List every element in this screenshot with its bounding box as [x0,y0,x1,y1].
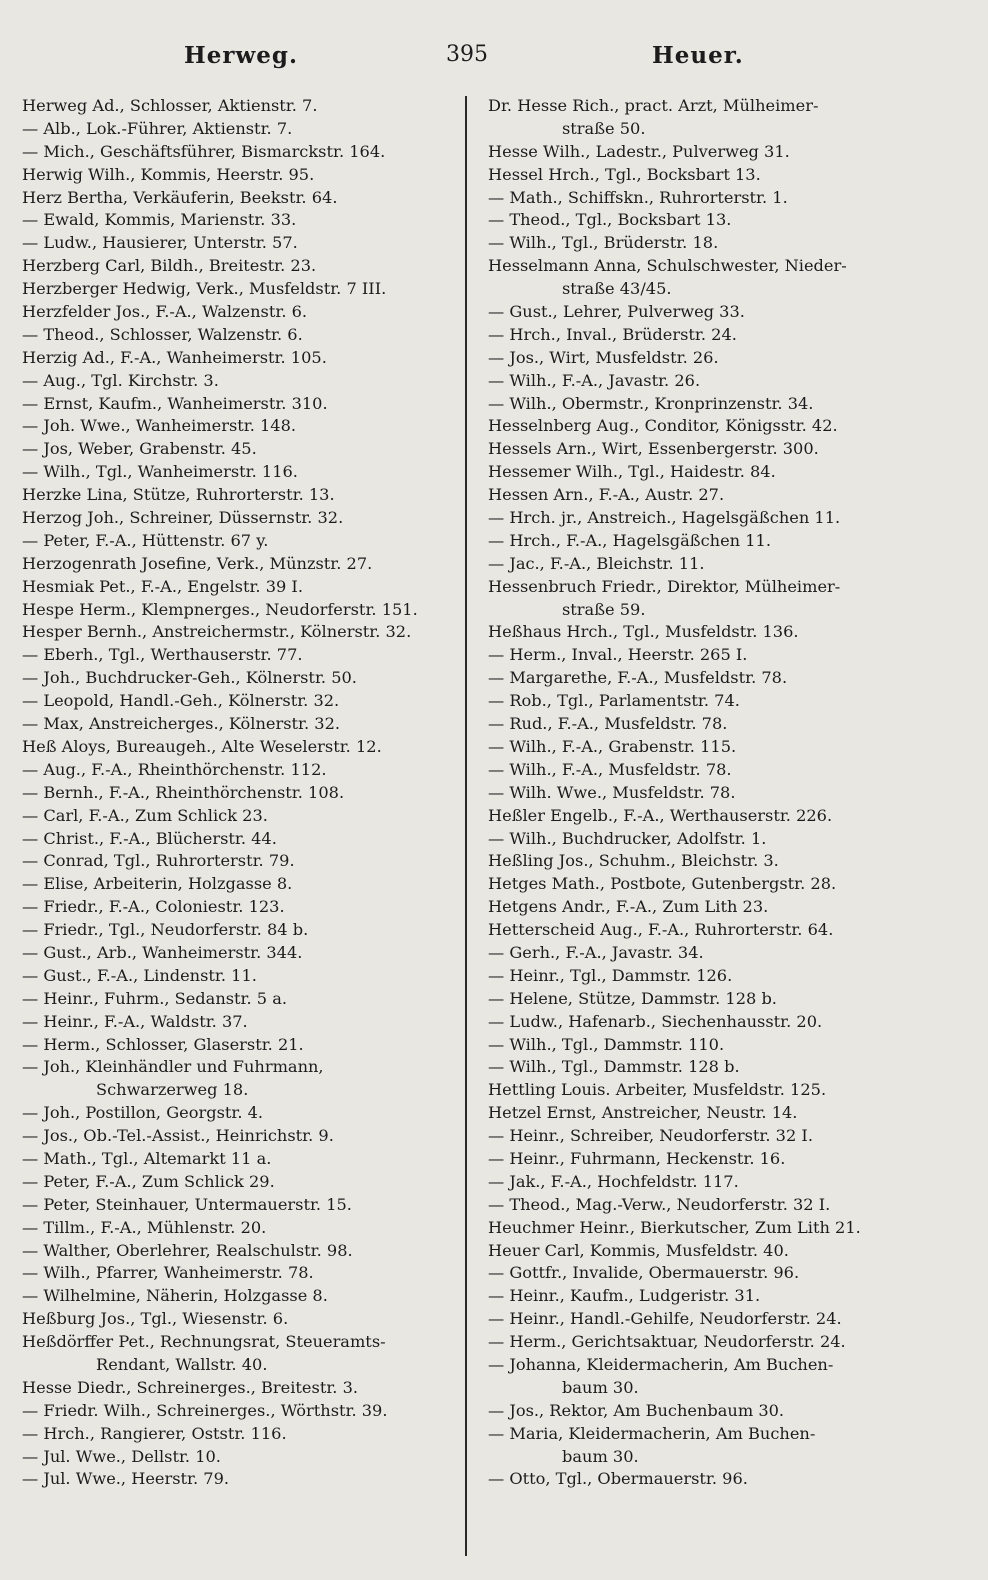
directory-entry: Dr. Hesse Rich., pract. Arzt, Mülheimer- [488,96,819,115]
directory-entry: — Tillm., F.-A., Mühlenstr. 20. [22,1217,267,1237]
directory-entry: — Jak., F.-A., Hochfeldstr. 117. [488,1171,739,1191]
directory-entry: — Joh., Postillon, Georgstr. 4. [22,1103,264,1123]
directory-entry: — Heinr., F.-A., Waldstr. 37. [22,1011,248,1031]
directory-entry: — Heinr., Fuhrm., Sedanstr. 5 a. [22,988,288,1008]
directory-entry-continuation: baum 30. [562,1377,639,1397]
directory-entry: — Gust., Lehrer, Pulverweg 33. [488,302,745,322]
directory-entry: — Theod., Tgl., Bocksbart 13. [488,210,732,230]
directory-entry: — Jul. Wwe., Dellstr. 10. [22,1446,221,1466]
directory-entry: — Jos., Wirt, Musfeldstr. 26. [488,347,719,367]
directory-entry: — Heinr., Handl.-Gehilfe, Neudorferstr. 24. [488,1309,842,1329]
directory-entry: — Peter, F.-A., Hüttenstr. 67 y. [22,530,269,550]
directory-entry: Herzig Ad., F.-A., Wanheimerstr. 105. [22,347,327,367]
directory-entry: — Wilh., F.-A., Musfeldstr. 78. [488,759,732,779]
directory-entry: — Aug., Tgl. Kirchstr. 3. [22,370,219,390]
directory-entry: — Wilh., F.-A., Javastr. 26. [488,370,701,390]
directory-entry: Heßburg Jos., Tgl., Wiesenstr. 6. [22,1309,289,1329]
directory-entry: — Gust., F.-A., Lindenstr. 11. [22,965,257,985]
directory-entry: Hesselmann Anna, Schulschwester, Nieder- [488,256,847,276]
directory-entry: — Christ., F.-A., Blücherstr. 44. [22,828,277,848]
directory-entry: — Wilh., Tgl., Brüderstr. 18. [488,233,719,253]
directory-entry: — Hrch., Rangierer, Oststr. 116. [22,1423,287,1443]
directory-entry: — Heinr., Kaufm., Ludgeristr. 31. [488,1286,761,1306]
directory-entry: — Peter, F.-A., Zum Schlick 29. [22,1171,275,1191]
directory-entry: — Rud., F.-A., Musfeldstr. 78. [488,714,728,734]
directory-entry-continuation: straße 59. [562,599,646,619]
directory-entry: — Ernst, Kaufm., Wanheimerstr. 310. [22,393,328,413]
directory-entry: — Heinr., Tgl., Dammstr. 126. [488,965,733,985]
directory-entry: — Wilh., Tgl., Dammstr. 128 b. [488,1057,740,1077]
directory-entry: Heßhaus Hrch., Tgl., Musfeldstr. 136. [488,622,799,642]
directory-entry: Hetges Math., Postbote, Gutenbergstr. 28. [488,874,837,894]
directory-entry: — Max, Anstreicherges., Kölnerstr. 32. [22,714,341,734]
directory-entry: — Aug., F.-A., Rheinthörchenstr. 112. [22,759,327,779]
directory-entry: — Heinr., Fuhrmann, Heckenstr. 16. [488,1148,786,1168]
directory-entry: — Helene, Stütze, Dammstr. 128 b. [488,988,777,1008]
directory-entry: — Elise, Arbeiterin, Holzgasse 8. [22,874,293,894]
directory-entry: Heßling Jos., Schuhm., Bleichstr. 3. [488,851,779,871]
directory-entry: — Leopold, Handl.-Geh., Kölnerstr. 32. [22,691,340,711]
directory-entry: — Hrch., F.-A., Hagelsgäßchen 11. [488,530,771,550]
directory-entry: — Margarethe, F.-A., Musfeldstr. 78. [488,668,788,688]
right-column [488,95,928,1491]
directory-entry: Herzberg Carl, Bildh., Breitestr. 23. [22,256,317,276]
directory-entry: — Wilh., Tgl., Wanheimerstr. 116. [22,462,298,482]
directory-entry: Herzog Joh., Schreiner, Düssernstr. 32. [22,508,344,528]
directory-entry: — Hrch. jr., Anstreich., Hagelsgäßchen 11. [488,508,841,528]
directory-entry: Hesselnberg Aug., Conditor, Königsstr. 42. [488,416,838,436]
directory-entry: — Wilh., Pfarrer, Wanheimerstr. 78. [22,1263,314,1283]
directory-entry: Heß Aloys, Bureaugeh., Alte Weselerstr. 12. [22,736,382,756]
directory-entry: — Peter, Steinhauer, Untermauerstr. 15. [22,1194,352,1214]
directory-entry: Hesmiak Pet., F.-A., Engelstr. 39 I. [22,576,303,596]
directory-entry: Hessel Hrch., Tgl., Bocksbart 13. [488,164,761,184]
page-number: 395 [446,42,488,67]
directory-entry: — Otto, Tgl., Obermauerstr. 96. [488,1469,748,1489]
directory-entry: — Herm., Inval., Heerstr. 265 I. [488,645,748,665]
directory-entry: — Theod., Schlosser, Walzenstr. 6. [22,324,303,344]
directory-entry-continuation: baum 30. [562,1446,639,1466]
directory-entry: Herweg Ad., Schlosser, Aktienstr. 7. [22,96,318,115]
directory-entry: Herwig Wilh., Kommis, Heerstr. 95. [22,164,315,184]
directory-entry: — Walther, Oberlehrer, Realschulstr. 98. [22,1240,353,1260]
directory-entry: — Joh., Kleinhändler und Fuhrmann, [22,1057,324,1077]
page-header [0,42,988,82]
directory-entry: Herzfelder Jos., F.-A., Walzenstr. 6. [22,302,308,322]
directory-entry: Heßler Engelb., F.-A., Werthauserstr. 226. [488,805,833,825]
directory-entry: — Wilh., F.-A., Grabenstr. 115. [488,736,737,756]
directory-entry: — Herm., Gerichtsaktuar, Neudorferstr. 24. [488,1332,846,1352]
left-column [22,95,462,1491]
directory-entry: Herzberger Hedwig, Verk., Musfeldstr. 7 III. [22,279,387,299]
directory-entry: — Jos., Ob.-Tel.-Assist., Heinrichstr. 9. [22,1126,334,1146]
directory-entry: — Wilh. Wwe., Musfeldstr. 78. [488,782,736,802]
directory-entry: — Mich., Geschäftsführer, Bismarckstr. 164. [22,141,386,161]
directory-entry: — Jul. Wwe., Heerstr. 79. [22,1469,230,1489]
directory-entry: Herzogenrath Josefine, Verk., Münzstr. 27. [22,553,373,573]
directory-entry-continuation: Rendant, Wallstr. 40. [96,1354,268,1374]
directory-entry: — Wilh., Obermstr., Kronprinzenstr. 34. [488,393,814,413]
directory-entry: — Alb., Lok.-Führer, Aktienstr. 7. [22,118,293,138]
directory-entry: — Joh., Buchdrucker-Geh., Kölnerstr. 50. [22,668,357,688]
directory-entry: — Math., Schiffskn., Ruhrorterstr. 1. [488,187,788,207]
directory-entry: — Heinr., Schreiber, Neudorferstr. 32 I. [488,1126,813,1146]
directory-entry: Hessemer Wilh., Tgl., Haidestr. 84. [488,462,776,482]
directory-entry: Hesse Diedr., Schreinerges., Breitestr. 3. [22,1377,359,1397]
directory-entry: Herz Bertha, Verkäuferin, Beekstr. 64. [22,187,338,207]
directory-entry: — Eberh., Tgl., Werthauserstr. 77. [22,645,303,665]
directory-entry: — Theod., Mag.-Verw., Neudorferstr. 32 I. [488,1194,831,1214]
directory-entry: Heßdörffer Pet., Rechnungsrat, Steueramts- [22,1332,386,1352]
directory-entry: — Carl, F.-A., Zum Schlick 23. [22,805,268,825]
directory-entry: — Friedr., F.-A., Coloniestr. 123. [22,897,285,917]
directory-entry: Hetzel Ernst, Anstreicher, Neustr. 14. [488,1103,798,1123]
directory-entry: Hetterscheid Aug., F.-A., Ruhrorterstr. 64. [488,920,834,940]
directory-entry: — Johanna, Kleidermacherin, Am Buchen- [488,1354,834,1374]
directory-entry: — Jac., F.-A., Bleichstr. 11. [488,553,705,573]
directory-entry: Hespe Herm., Klempnerges., Neudorferstr. 151. [22,599,418,619]
directory-entry: — Wilh., Tgl., Dammstr. 110. [488,1034,725,1054]
header-first-entry: Herweg. [184,42,299,69]
directory-entry: — Jos, Weber, Grabenstr. 45. [22,439,257,459]
header-last-entry: Heuer. [652,42,744,69]
directory-entry-continuation: Schwarzerweg 18. [96,1080,249,1100]
directory-entry: Hessen Arn., F.-A., Austr. 27. [488,485,725,505]
directory-entry: — Jos., Rektor, Am Buchenbaum 30. [488,1400,785,1420]
directory-entry: — Wilhelmine, Näherin, Holzgasse 8. [22,1286,328,1306]
directory-entry: Heuer Carl, Kommis, Musfeldstr. 40. [488,1240,789,1260]
directory-entry-continuation: straße 50. [562,118,646,138]
directory-entry: — Ludw., Hausierer, Unterstr. 57. [22,233,298,253]
directory-entry: — Bernh., F.-A., Rheinthörchenstr. 108. [22,782,345,802]
column-divider [465,96,467,1556]
directory-entry: — Ewald, Kommis, Marienstr. 33. [22,210,297,230]
directory-entry: — Gerh., F.-A., Javastr. 34. [488,942,704,962]
directory-entry-continuation: straße 43/45. [562,279,672,299]
directory-entry: Heuchmer Heinr., Bierkutscher, Zum Lith 21. [488,1217,861,1237]
directory-entry: — Rob., Tgl., Parlamentstr. 74. [488,691,740,711]
directory-entry: Hetgens Andr., F.-A., Zum Lith 23. [488,897,769,917]
directory-entry: — Gottfr., Invalide, Obermauerstr. 96. [488,1263,800,1283]
directory-entry: — Math., Tgl., Altemarkt 11 a. [22,1148,272,1168]
directory-entry: Hessenbruch Friedr., Direktor, Mülheimer- [488,576,841,596]
directory-entry: — Maria, Kleidermacherin, Am Buchen- [488,1423,816,1443]
directory-entry: — Friedr. Wilh., Schreinerges., Wörthstr. 39. [22,1400,388,1420]
directory-entry: — Joh. Wwe., Wanheimerstr. 148. [22,416,297,436]
directory-entry: — Conrad, Tgl., Ruhrorterstr. 79. [22,851,295,871]
directory-entry: Hesper Bernh., Anstreichermstr., Kölnerstr. 32. [22,622,412,642]
directory-entry: Herzke Lina, Stütze, Ruhrorterstr. 13. [22,485,335,505]
directory-entry: Hesse Wilh., Ladestr., Pulverweg 31. [488,141,790,161]
directory-entry: — Hrch., Inval., Brüderstr. 24. [488,324,737,344]
directory-entry: — Ludw., Hafenarb., Siechenhausstr. 20. [488,1011,823,1031]
directory-entry: — Gust., Arb., Wanheimerstr. 344. [22,942,303,962]
directory-entry: Hessels Arn., Wirt, Essenbergerstr. 300. [488,439,819,459]
directory-entry: — Herm., Schlosser, Glaserstr. 21. [22,1034,304,1054]
directory-entry: — Friedr., Tgl., Neudorferstr. 84 b. [22,920,309,940]
directory-entry: Hettling Louis. Arbeiter, Musfeldstr. 125. [488,1080,827,1100]
directory-entry: — Wilh., Buchdrucker, Adolfstr. 1. [488,828,767,848]
